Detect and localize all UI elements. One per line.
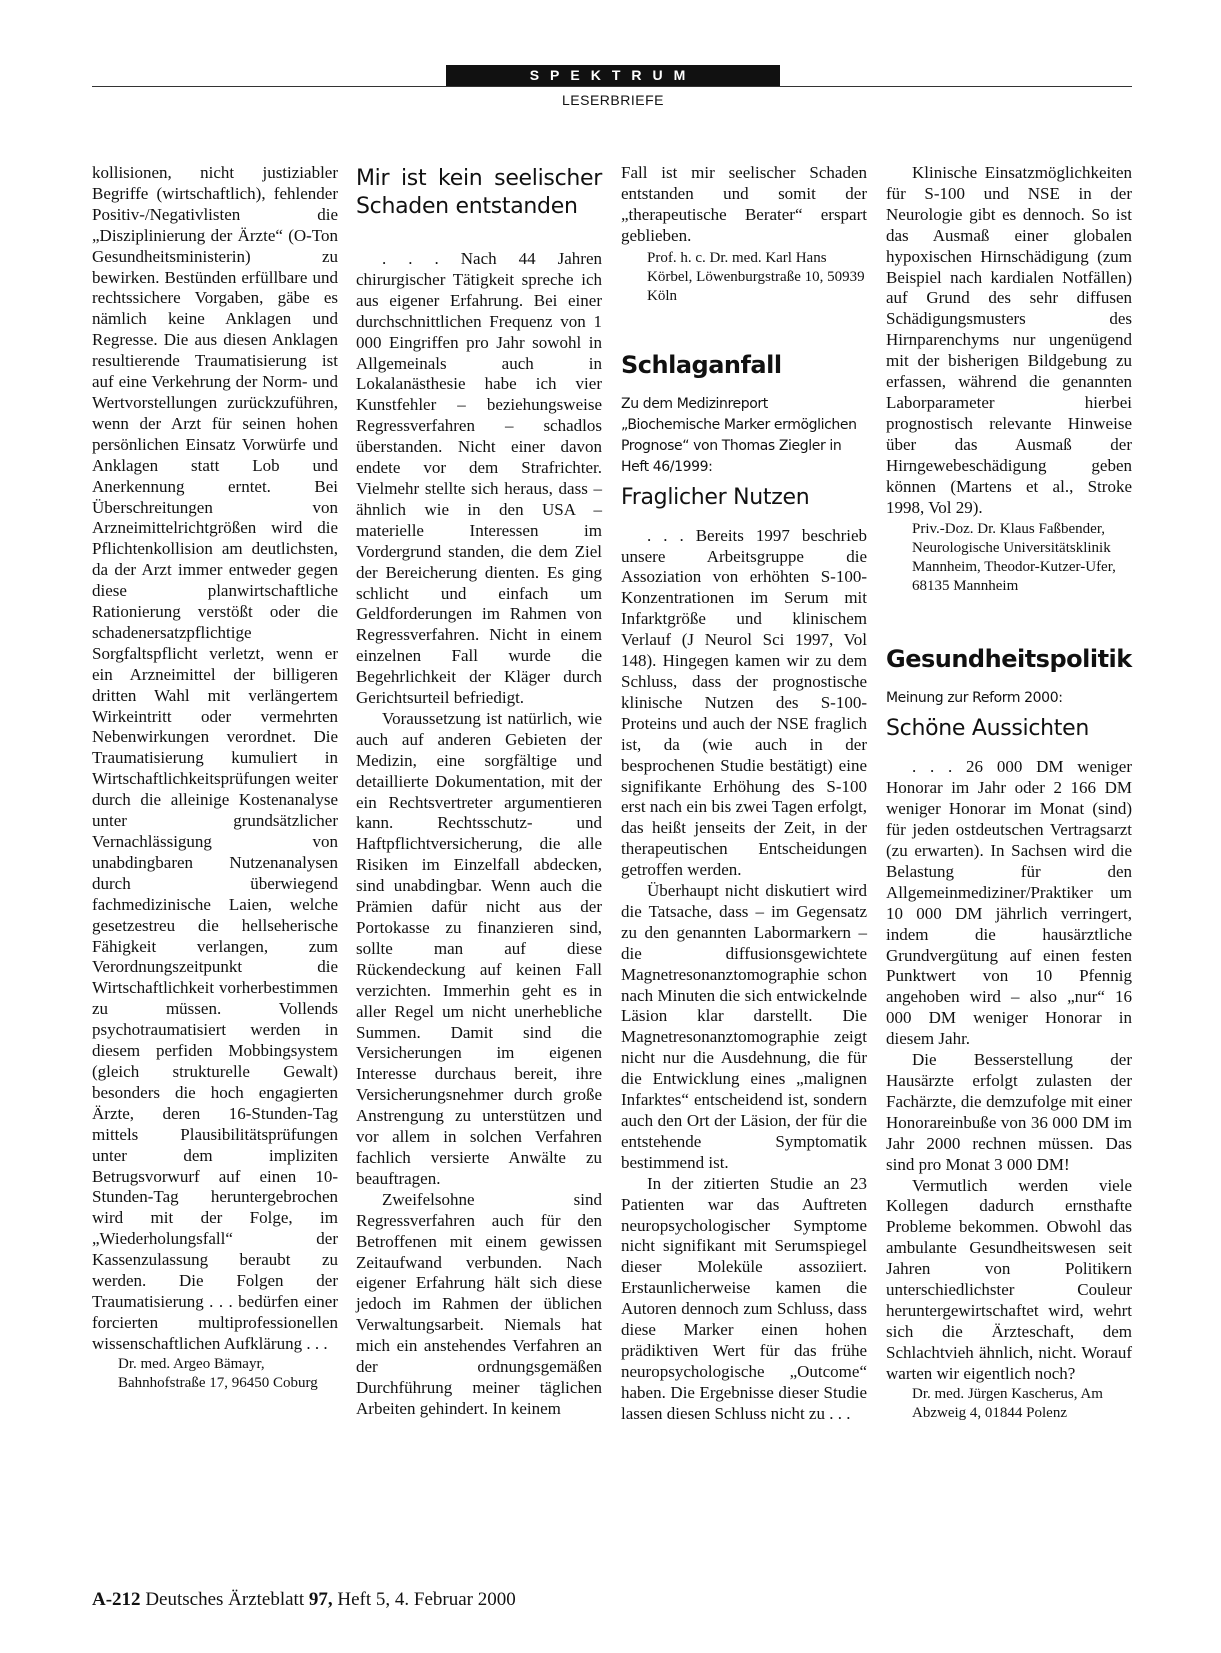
col4-paragraph: Die Besserstellung der Hausärzte erfolgt zulasten der Fachärzte, die demzufolge mit einer Honorareinbuße von 36 000 DM im Jahr 2000 rechnen müssen. Das sind pro Monat 3 000 DM! [886,1050,1132,1174]
col1-paragraph: kollisionen, nicht justiziabler Begriffe (wirtschaftlich), fehlender Positiv-/Negativlisten die „Disziplinierung der Ärzte“ (O-Ton Gesundheitsministerin) zu bewirken. Bestünden erfüllbare und rechtssichere Vorgaben, gäbe es nämlich keine Anklagen und Regresse. Die aus diesen Anklagen resultierende Traumatisierung ist auf eine Verkehrung der Norm- und Wertvorstellungen zurückzuführen, wenn der Arzt für seinen hohen persönlichen Einsatz Vorwürfe und Anklagen statt Lob und Anerkennung erntet. Bei Überschreitungen von Arzneimittelrichtgrößen wird die Pflichtenkollision am deutlichsten, da der Arzt immer entweder gegen diese planwirtschaftliche Rationierung verstößt oder die schadenersatzpflichtige Sorgfaltspflicht verletzt, wenn er ein Arzneimittel der billigeren dritten Wahl mit verlängertem Wirkeintritt oder vermehrten Nebenwirkungen verordnet. Die Traumatisierung kumuliert in Wirtschaftlichkeitsprüfungen weiter durch die alleinige Kostenanalyse unter grundsätzlicher Vernachlässigung von unabdingbaren Nutzenanalysen durch überwiegend fachmedizinische Laien, welche gesetzestreu die hellseherische Fähigkeit verlangen, zum Verordnungszeitpunkt die Wirtschaftlichkeit vorherbestimmen zu müssen. Vollends psychotraumatisiert werden in diesem perfiden Mobbingsystem (gleich strukturelle Gewalt) besonders die hoch engagierten Ärzte, deren 16-Stunden-Tag mittels Plausibilitätsprüfungen unter dem impliziten Betrugsvorwurf auf einen 10-Stunden-Tag heruntergebrochen wird mit der Folge, im „Wiederholungsfall“ der Kassenzulassung beraubt zu werden. Die Folgen der Traumatisierung . . . bedürfen einer forcierten multiprofessionellen wissenschaftlichen Aufklärung . . . [92,163,338,1353]
col2-paragraph: Voraussetzung ist natürlich, wie auch auf anderen Gebieten der Medizin, eine sorgfältige und detaillierte Dokumentation, mit der ein Rechtsvertreter argumentieren kann. Rechtsschutz- und Haftpflichtversicherung, die alle Risiken im Einzelfall abdecken, sind unabdingbar. Wenn auch die Prämien dafür nicht aus der Portokasse zu finanzieren sind, sollte man auf diese Rückendeckung auf keinen Fall verzichten. Immerhin geht es in aller Regel um nicht unerhebliche Summen. Damit sind die Versicherungen im eigenen Interesse durchaus bereit, ihre Versicherungsnehmer durch große Anstrengung zu unterstützen und vor allem in solchen Verfahren fachlich versierte Anwälte zu beauftragen. [356,708,602,1188]
col3-continuation: Fall ist mir seelischer Schaden entstanden und somit der „therapeutische Berater“ erspart geblieben. [621,163,867,245]
column-2 [356,163,602,1420]
col3-paragraph: Überhaupt nicht diskutiert wird die Tatsache, dass – im Gegensatz zu den genannten Labormarkern – die diffusionsgewichtete Magnetresonanztomographie schon nach Minuten die sich entwickelnde Läsion klar darstellt. Die Magnetresonanztomographie zeigt nicht nur die Ausdehnung, die für die Entwicklung eines „malignen Infarktes“ entscheidend ist, sondern auch den Ort der Läsion, der für die entstehende Symptomatik bestimmend ist. [621,881,867,1172]
col4-signature: Priv.-Doz. Dr. Klaus Faßbender, Neurologische Universitätsklinik Mannheim, Theodor-Kutzer-Ufer, 68135 Mannheim [912,521,1116,595]
topic-heading-schlaganfall: Schlaganfall [621,350,782,379]
section-label: SPEKTRUM [446,65,780,86]
page-number: A-212 [92,1589,141,1610]
journal-name: Deutsches Ärzteblatt [145,1589,305,1610]
header-rule [92,86,1132,87]
col4-paragraph: . . . 26 000 DM weniger Honorar im Jahr oder 2 166 DM weniger Honorar im Monat (sind) für jeden ostdeutschen Vertragsarzt (zu erwarten). In Sachsen wird die Belastung für den Allgemeinmediziner/Praktiker um 10 000 DM jährlich verringert, indem die hausärztliche Grundvergütung auf einen festen Punktwert von 10 Pfennig angehoben wird – also „nur“ 16 000 DM weniger Honorar in diesem Jahr. [886,757,1132,1049]
column-4 [886,163,1132,1423]
volume-number: 97, [308,1589,333,1610]
article-heading-schoene-aussichten: Schöne Aussichten [886,716,1090,742]
issue-info: Heft 5, 4. Februar 2000 [337,1589,516,1610]
topic-heading-gesundheitspolitik: Gesundheitspolitik [886,645,1132,674]
col1-signature: Dr. med. Argeo Bämayr, Bahnhofstraße 17, 96450 Coburg [118,1355,318,1391]
col3-paragraph: . . . Bereits 1997 beschrieb unsere Arbeitsgruppe die Assoziation von erhöhten S-100-Konzentrationen im Serum mit Infarktgröße und klinischem Verlauf (J Neurol Sci 1997, Vol 148). Hingegen kamen wir zu dem Schluss, dass der prognostische klinische Nutzen des S-100-Proteins und auch der NSE fraglich ist, da (wie auch in der besprochenen Studie bestätigt) eine signifikante Erhöhung des S-100 erst nach ein bis zwei Tagen erfolgt, das heißt jenseits der Zeit, in der therapeutischen Entscheidungen getroffen werden. [621,525,867,880]
col4-signature: Dr. med. Jürgen Kascherus, Am Abzweig 4, 01844 Polenz [912,1385,1103,1421]
page-footer [92,1589,516,1611]
col3-signature: Prof. h. c. Dr. med. Karl Hans Körbel, Löwenburgstraße 10, 50939 Köln [647,249,865,304]
reference-line: Meinung zur Reform 2000: [886,690,1063,707]
column-1 [92,163,338,1393]
article-heading-seelischer-schaden: Mir ist kein seelischer Schaden entstanden [356,166,602,219]
subsection-label: LESERBRIEFE [562,92,664,108]
col4-paragraph: Vermutlich werden viele Kollegen dadurch ernsthafte Probleme bekommen. Obwohl das ambulante Gesundheitswesen seit Jahren von Politikern unterschiedlichster Couleur heruntergewirtschaftet wird, wehrt sich die Ärzteschaft, dem Schlachtvieh ähnlich, nicht. Worauf warten wir eigentlich noch? [886,1175,1132,1383]
col2-paragraph: . . . Nach 44 Jahren chirurgischer Tätigkeit spreche ich aus eigener Erfahrung. Bei einer durchschnittlichen Frequenz von 1 000 Eingriffen pro Jahr sowohl in Allgemeinals auch in Lokalanästhesie habe ich vier Kunstfehler – beziehungsweise Regressverfahren – schadlos überstanden. Nicht einer davon endete vor dem Strafrichter. Vielmehr stellte sich heraus, dass – ähnlich wie in den USA – materielle Interessen im Vordergrund standen, die dem Ziel der Bereicherung dienten. Es ging schlicht und einfach um Geldforderungen im Rahmen von Regressverfahren. Nicht in einem einzelnen Fall wurde die Begehrlichkeit der Kläger durch Gerichtsurteil befriedigt. [356,249,602,708]
reference-line: Zu dem Medizinreport „Biochemische Marker ermöglichen Prognose“ von Thomas Ziegler in Heft 46/1999: [621,395,857,475]
article-heading-fraglicher-nutzen: Fraglicher Nutzen [621,484,810,510]
col3-paragraph: In der zitierten Studie an 23 Patienten war das Auftreten neuropsychologischer Symptome nicht signifikant mit Serumspiegel dieser Moleküle assoziiert. Erstaunlicherweise kamen die Autoren dennoch zum Schluss, dass diese Marker einen hohen prädiktiven Wert für das frühe neuropsychologische „Outcome“ haben. Die Ergebnisse dieser Studie lassen diesen Schluss nicht zu . . . [621,1173,867,1423]
column-3 [621,163,867,1425]
col2-paragraph: Zweifelsohne sind Regressverfahren auch für den Betroffenen mit einem gewissen Zeitaufwand verbunden. Nach eigener Erfahrung hält sich diese jedoch im Rahmen der üblichen Verwaltungsarbeit. Niemals hat mich ein anstehendes Verfahren an der ordnungsgemäßen Durchführung meiner täglichen Arbeiten gehindert. In keinem [356,1189,602,1418]
col4-paragraph: Klinische Einsatzmöglichkeiten für S-100 und NSE in der Neurologie gibt es dennoch. So ist das Ausmaß einer globalen hypoxischen Hirnschädigung (zum Beispiel nach kardialen Notfällen) auf Grund des sehr diffusen Schädigungsmusters des Hirnparenchyms nur ungenügend mit der bisherigen Bildgebung zu erfassen, während die genannten Laborparameter hierbei prognostisch relevante Hinweise über das Ausmaß der Hirngewebeschädigung geben können (Martens et al., Stroke 1998, Vol 29). [886,163,1132,517]
